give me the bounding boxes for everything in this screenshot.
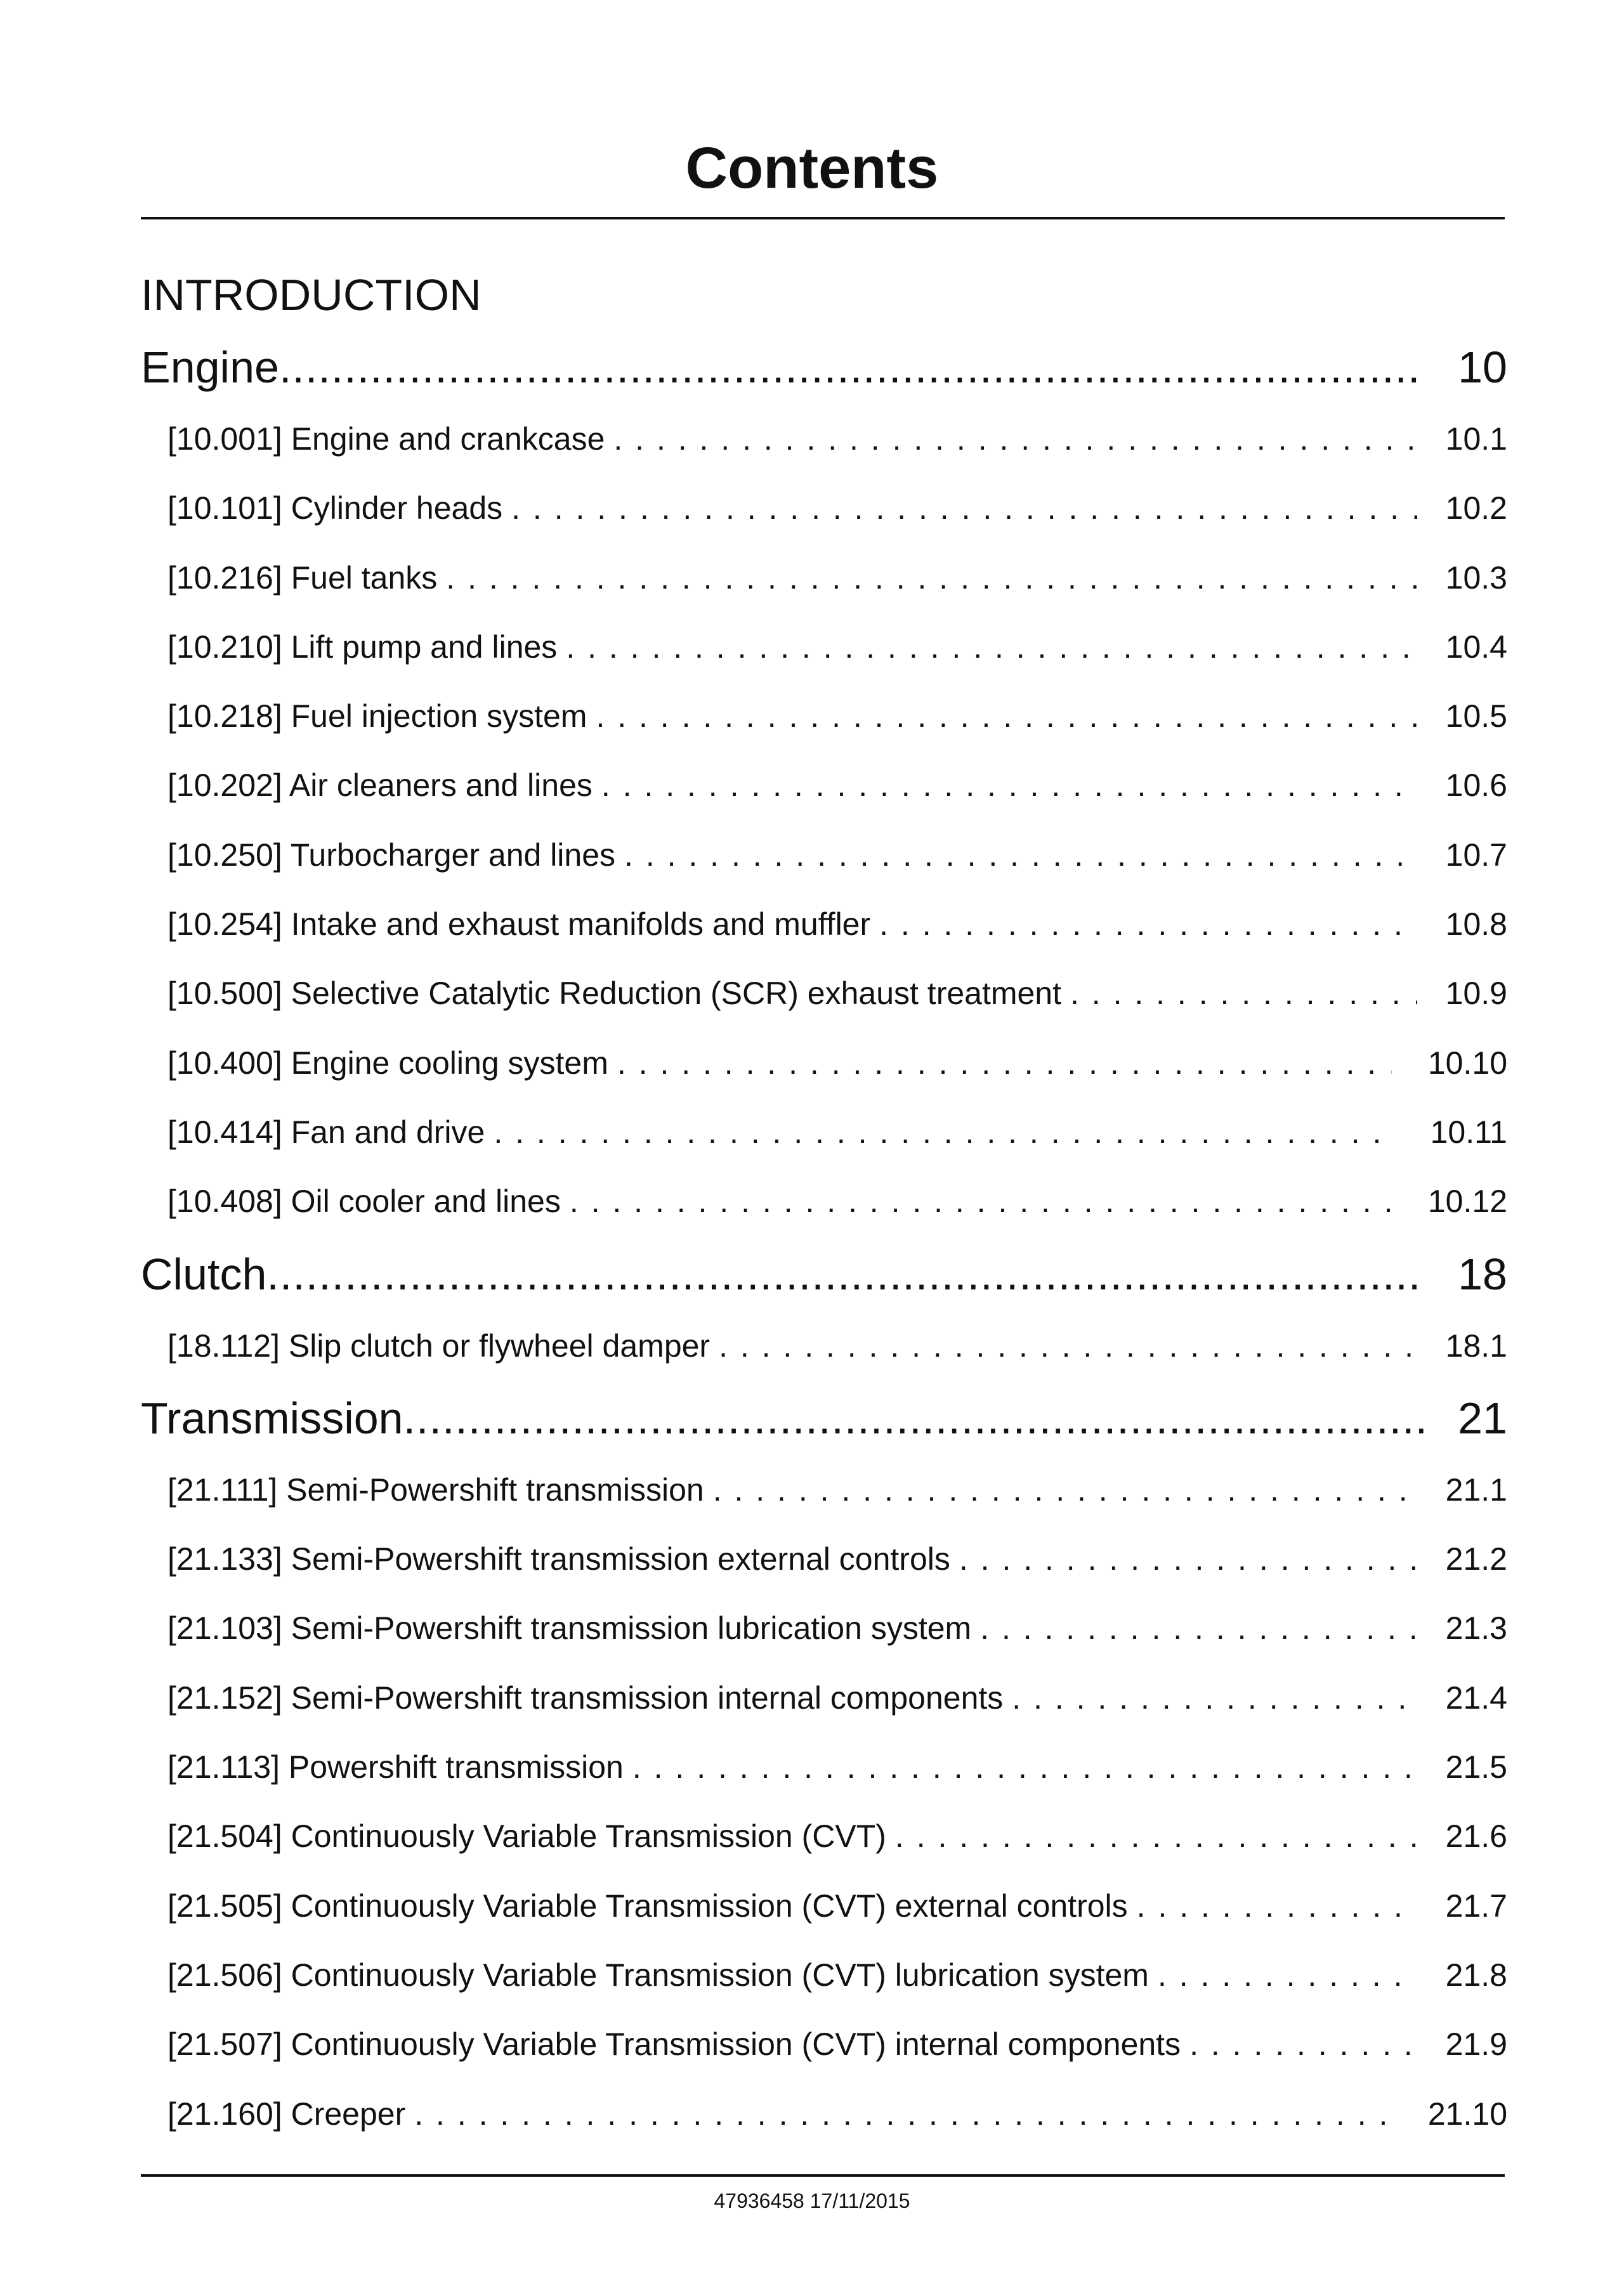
section-page-number: 21.4 xyxy=(1445,1680,1507,1716)
dot-leader xyxy=(502,474,1417,543)
chapter-title: Clutch xyxy=(141,1249,267,1299)
dot-leader xyxy=(485,1098,1392,1167)
dot-leader xyxy=(561,1167,1392,1236)
toc-section-entry[interactable] xyxy=(141,1594,1507,1663)
section-title: [21.111] Semi-Powershift transmission xyxy=(167,1471,704,1508)
dot-leader xyxy=(870,890,1417,959)
section-page-number: 21.1 xyxy=(1445,1471,1507,1508)
toc-section-entry[interactable] xyxy=(141,959,1507,1028)
dot-leader xyxy=(1181,2010,1417,2079)
section-page-number: 21.6 xyxy=(1445,1818,1507,1855)
dot-leader xyxy=(608,1029,1392,1098)
toc-section-entry[interactable] xyxy=(141,821,1507,890)
section-page-number: 10.6 xyxy=(1445,767,1507,804)
dot-leader xyxy=(279,330,1424,405)
toc-section-entry[interactable] xyxy=(141,1664,1507,1733)
section-title: [21.160] Creeper xyxy=(167,2096,406,2132)
toc-section-entry[interactable] xyxy=(141,1733,1507,1802)
chapter-title: Transmission xyxy=(141,1393,403,1443)
section-title: [10.254] Intake and exhaust manifolds and muffler xyxy=(167,906,871,943)
dot-leader xyxy=(405,2080,1392,2149)
section-page-number: 10.2 xyxy=(1445,490,1507,526)
section-page-number: 18.1 xyxy=(1445,1327,1507,1364)
section-title: [10.210] Lift pump and lines xyxy=(167,629,558,665)
toc-chapter-engine[interactable] xyxy=(141,330,1507,405)
section-title: [10.250] Turbocharger and lines xyxy=(167,837,616,873)
section-title: [10.101] Cylinder heads xyxy=(167,490,503,526)
chapter-page-number: 18 xyxy=(1458,1249,1507,1299)
section-page-number: 21.5 xyxy=(1445,1749,1507,1785)
toc-chapter-transmission[interactable] xyxy=(141,1381,1507,1456)
dot-leader xyxy=(587,682,1417,751)
toc-chapter-clutch[interactable] xyxy=(141,1237,1507,1312)
toc-section-entry[interactable] xyxy=(141,1802,1507,1871)
section-title: [21.507] Continuously Variable Transmission (CVT) internal components xyxy=(167,2026,1181,2063)
section-page-number: 10.4 xyxy=(1445,629,1507,665)
section-page-number: 10.1 xyxy=(1445,421,1507,457)
section-title: [10.408] Oil cooler and lines xyxy=(167,1184,561,1220)
section-page-number: 21.9 xyxy=(1445,2026,1507,2063)
section-title: [21.103] Semi-Powershift transmission lubrication system xyxy=(167,1610,972,1647)
chapter-title: Engine xyxy=(141,342,279,392)
section-page-number: 10.5 xyxy=(1445,698,1507,734)
dot-leader xyxy=(403,1381,1424,1456)
section-page-number: 21.2 xyxy=(1445,1541,1507,1577)
dot-leader xyxy=(710,1312,1417,1381)
dot-leader xyxy=(266,1237,1424,1312)
chapter-page-number: 21 xyxy=(1458,1393,1507,1443)
section-title: [10.400] Engine cooling system xyxy=(167,1045,608,1081)
dot-leader xyxy=(950,1525,1417,1594)
dot-leader xyxy=(615,821,1417,890)
dot-leader xyxy=(704,1456,1417,1525)
toc-section-entry[interactable] xyxy=(141,1941,1507,2010)
toc-section-entry[interactable] xyxy=(141,751,1507,820)
introduction-heading[interactable]: INTRODUCTION xyxy=(141,270,481,320)
dot-leader xyxy=(1128,1872,1417,1941)
dot-leader xyxy=(886,1802,1417,1871)
toc-section-entry[interactable] xyxy=(141,1029,1507,1098)
section-title: [10.414] Fan and drive xyxy=(167,1114,485,1150)
page-title: Contents xyxy=(685,136,939,200)
section-page-number: 21.3 xyxy=(1445,1610,1507,1647)
toc-section-entry[interactable] xyxy=(141,405,1507,474)
toc-section-entry[interactable] xyxy=(141,1167,1507,1236)
toc-section-entry[interactable] xyxy=(141,1312,1507,1381)
dot-leader xyxy=(605,405,1417,474)
section-page-number: 10.11 xyxy=(1430,1114,1507,1150)
dot-leader xyxy=(437,544,1417,613)
section-page-number: 10.8 xyxy=(1445,906,1507,943)
section-title: [21.113] Powershift transmission xyxy=(167,1749,624,1785)
toc-section-entry[interactable] xyxy=(141,544,1507,613)
section-title: [21.152] Semi-Powershift transmission internal components xyxy=(167,1680,1004,1716)
dot-leader xyxy=(557,613,1417,682)
dot-leader xyxy=(624,1733,1417,1802)
footer-divider xyxy=(141,2174,1505,2177)
document-footer: 47936458 17/11/2015 xyxy=(714,2189,910,2212)
toc-section-entry[interactable] xyxy=(141,474,1507,543)
toc-section-entry[interactable] xyxy=(141,2080,1507,2149)
section-title: [10.216] Fuel tanks xyxy=(167,559,438,596)
toc-section-entry[interactable] xyxy=(141,1098,1507,1167)
section-title: [10.202] Air cleaners and lines xyxy=(167,767,593,804)
toc-section-entry[interactable] xyxy=(141,890,1507,959)
section-title: [21.506] Continuously Variable Transmission (CVT) lubrication system xyxy=(167,1957,1149,1993)
section-title: [10.001] Engine and crankcase xyxy=(167,421,605,457)
toc-section-entry[interactable] xyxy=(141,682,1507,751)
section-title: [21.133] Semi-Powershift transmission external controls xyxy=(167,1541,950,1577)
section-title: [10.500] Selective Catalytic Reduction (SCR) exhaust treatment xyxy=(167,975,1062,1012)
section-page-number: 10.12 xyxy=(1427,1184,1507,1220)
section-page-number: 10.7 xyxy=(1445,837,1507,873)
toc-entries xyxy=(141,330,1507,2149)
header-divider xyxy=(141,217,1505,219)
section-page-number: 10.3 xyxy=(1445,559,1507,596)
dot-leader xyxy=(1061,959,1417,1028)
toc-section-entry[interactable] xyxy=(141,1456,1507,1525)
section-title: [21.505] Continuously Variable Transmission (CVT) external controls xyxy=(167,1888,1128,1924)
section-page-number: 21.8 xyxy=(1445,1957,1507,1993)
toc-section-entry[interactable] xyxy=(141,1525,1507,1594)
section-page-number: 10.9 xyxy=(1445,975,1507,1012)
dot-leader xyxy=(593,751,1417,820)
dot-leader xyxy=(971,1594,1417,1663)
toc-section-entry[interactable] xyxy=(141,613,1507,682)
section-title: [10.218] Fuel injection system xyxy=(167,698,587,734)
dot-leader xyxy=(1003,1664,1417,1733)
toc-section-entry[interactable] xyxy=(141,1872,1507,1941)
dot-leader xyxy=(1149,1941,1417,2010)
section-title: [18.112] Slip clutch or flywheel damper xyxy=(167,1327,710,1364)
section-page-number: 21.7 xyxy=(1445,1888,1507,1924)
toc-section-entry[interactable] xyxy=(141,2010,1507,2079)
table-of-contents xyxy=(141,260,1507,2149)
section-page-number: 10.10 xyxy=(1427,1045,1507,1081)
section-page-number: 21.10 xyxy=(1427,2096,1507,2132)
chapter-page-number: 10 xyxy=(1458,342,1507,392)
section-title: [21.504] Continuously Variable Transmission (CVT) xyxy=(167,1818,886,1855)
